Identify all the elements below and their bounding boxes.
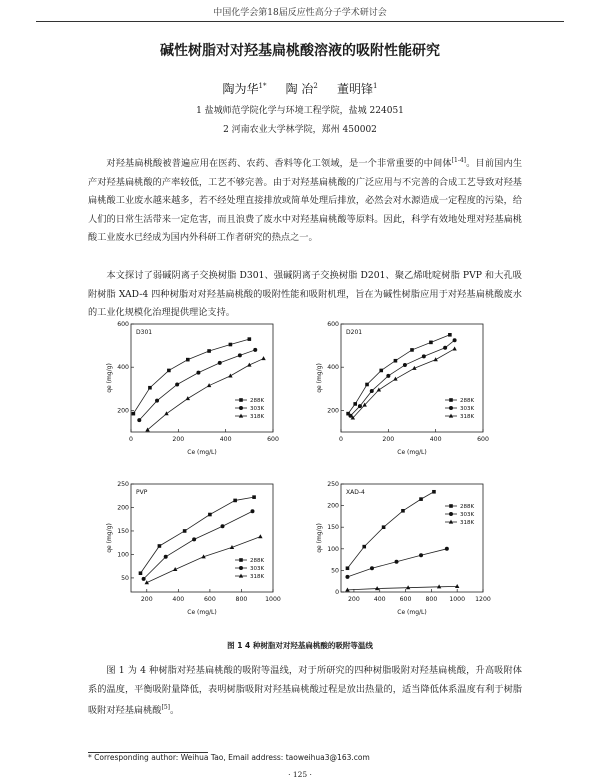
- y-tick-label: 50: [331, 567, 339, 575]
- legend-marker: [239, 558, 243, 562]
- data-point-303K: [155, 399, 159, 403]
- data-point-303K: [358, 404, 362, 408]
- x-tick-label: 600: [267, 436, 279, 443]
- data-point-303K: [238, 353, 242, 357]
- y-tick-label: 200: [327, 407, 339, 415]
- paper-title: 碱性树脂对对羟基扁桃酸溶液的吸附性能研究: [160, 43, 440, 59]
- x-tick-label: 400: [172, 596, 185, 603]
- running-header: 中国化学会第18届反应性高分子学术研讨会: [213, 8, 387, 18]
- legend-marker: [239, 574, 243, 578]
- data-point-318K: [393, 377, 397, 381]
- series-288K: [346, 490, 436, 570]
- affiliation-2: 2 河南农业大学林学院，郑州 450002: [223, 125, 377, 135]
- data-point-288K: [248, 337, 252, 341]
- data-point-288K: [394, 359, 398, 363]
- data-point-288K: [148, 386, 152, 390]
- author-2-sup: 2: [313, 82, 318, 90]
- data-point-303K: [348, 414, 352, 418]
- data-point-288K: [183, 529, 187, 533]
- data-point-303K: [445, 547, 449, 551]
- data-point-303K: [175, 382, 179, 386]
- data-point-318K: [455, 584, 459, 588]
- x-tick-label: 800: [235, 596, 248, 603]
- y-tick-label: 400: [327, 364, 339, 372]
- y-tick-label: 100: [117, 551, 129, 559]
- y-tick-label: 600: [327, 321, 339, 328]
- data-point-303K: [164, 555, 168, 559]
- data-point-288K: [353, 402, 357, 406]
- series-line-288K: [140, 497, 254, 573]
- author-3: 董明锋: [336, 82, 373, 96]
- data-point-303K: [250, 509, 254, 513]
- panel-title: D201: [346, 329, 363, 336]
- plot-frame: [341, 484, 483, 592]
- y-tick-label: 250: [117, 481, 129, 488]
- x-axis-label: Ce (mg/L): [187, 449, 217, 456]
- y-axis-label: qe (mg/g): [316, 523, 323, 553]
- x-axis-label: Ce (mg/L): [397, 449, 427, 456]
- legend-marker: [449, 406, 453, 410]
- ref-1-4: [1-4]: [451, 157, 467, 164]
- data-point-303K: [192, 537, 196, 541]
- data-point-288K: [362, 545, 366, 549]
- legend-marker: [239, 566, 243, 570]
- data-point-303K: [403, 363, 407, 367]
- data-point-318K: [261, 356, 265, 360]
- x-axis-label: Ce (mg/L): [187, 609, 217, 616]
- legend-marker: [239, 398, 243, 402]
- x-tick-label: 1200: [475, 596, 491, 603]
- data-point-303K: [395, 560, 399, 564]
- data-point-288K: [207, 349, 211, 353]
- y-tick-label: 200: [327, 502, 339, 510]
- data-point-318K: [258, 534, 262, 538]
- y-tick-label: 200: [117, 407, 129, 415]
- author-2: 陶 冶: [285, 82, 314, 96]
- data-point-318K: [433, 357, 437, 361]
- data-point-288K: [432, 490, 436, 494]
- legend-marker: [449, 520, 453, 524]
- data-point-318K: [228, 373, 232, 377]
- isotherm-plot-pvp: [105, 478, 285, 628]
- panel-title: XAD-4: [346, 489, 365, 496]
- data-point-288K: [346, 566, 350, 570]
- legend-marker: [239, 406, 243, 410]
- data-point-288K: [410, 348, 414, 352]
- y-tick-label: 150: [117, 527, 129, 535]
- y-tick-label: 400: [117, 364, 129, 372]
- y-tick-label: 200: [117, 504, 129, 512]
- data-point-303K: [253, 348, 257, 352]
- page-number: · 125 ·: [288, 770, 312, 779]
- data-point-303K: [196, 371, 200, 375]
- data-point-318K: [452, 346, 456, 350]
- legend-label: 303K: [460, 512, 475, 518]
- data-point-288K: [158, 544, 162, 548]
- footnote: * Corresponding author: Weihua Tao, Email address: taoweihua3@163.com: [88, 753, 370, 762]
- legend-label: 318K: [460, 414, 475, 420]
- data-point-288K: [132, 412, 136, 416]
- author-1-sup: 1*: [258, 82, 267, 90]
- data-point-288K: [429, 341, 433, 345]
- data-point-303K: [137, 418, 141, 422]
- series-318K: [145, 534, 263, 584]
- data-point-288K: [186, 358, 190, 362]
- data-point-288K: [252, 495, 256, 499]
- intro-paragraph-2: 本文探讨了弱碱阴离子交换树脂 D301、强碱阴离子交换树脂 D201、聚乙烯吡啶树脂 PVP 和大孔吸附树脂 XAD-4 四种树脂对对羟基扁桃酸的吸附性能和吸附机理，旨在为碱性树脂应用于对羟基扁桃酸废水的工业化规模化治理提供理论支持。: [88, 270, 522, 318]
- data-point-318K: [377, 387, 381, 391]
- legend-label: 288K: [250, 398, 265, 404]
- legend-marker: [449, 512, 453, 516]
- series-318K: [345, 584, 459, 591]
- panel-title: D301: [136, 329, 153, 336]
- x-tick-label: 600: [477, 436, 489, 443]
- data-point-303K: [218, 361, 222, 365]
- y-tick-label: 0: [335, 589, 339, 596]
- data-point-303K: [370, 389, 374, 393]
- data-point-288K: [139, 571, 143, 575]
- data-point-303K: [370, 566, 374, 570]
- x-tick-label: 200: [348, 596, 360, 603]
- data-point-318K: [186, 396, 190, 400]
- affiliation-1: 1 盐城师范学院化学与环境工程学院，盐城 224051: [196, 106, 404, 116]
- data-point-303K: [419, 553, 423, 557]
- legend-marker: [449, 398, 453, 402]
- author-3-sup: 1: [372, 82, 378, 90]
- isotherm-plot-xad4: [315, 478, 495, 628]
- y-tick-label: 100: [327, 545, 339, 553]
- ref-5: [5]: [161, 704, 170, 711]
- y-axis-label: qe (mg/g): [106, 523, 113, 553]
- data-point-303K: [221, 524, 225, 528]
- legend-label: 288K: [460, 398, 475, 404]
- data-point-303K: [142, 577, 146, 581]
- data-point-303K: [422, 354, 426, 358]
- data-point-288K: [365, 383, 369, 387]
- legend-label: 303K: [250, 406, 265, 412]
- intro-paragraph-1: 对羟基扁桃酸被普遍应用在医药、农药、香料等化工领域，是一个非常重要的中间体[1-4]。目前国内生产对羟基扁桃酸的产率较低，工艺不够完善。由于对羟基扁桃酸的广泛应用与不完善的合成工艺导致对羟基扁桃酸工业废水越来越多，若不经处理直接排放或简单处理后排放，必然会对水源造成一定程度的污染，给人们的日常生活带来一定危害，而且浪费了废水中对羟基扁桃酸等原料。因此，科学有效地处理对羟基扁桃酸工业废水已经成为国内外科研工作者研究的热点之一。: [88, 157, 523, 244]
- legend-label: 288K: [460, 504, 475, 510]
- x-tick-label: 1000: [265, 596, 281, 603]
- data-point-288K: [401, 509, 405, 513]
- x-tick-label: 0: [339, 436, 343, 443]
- series-303K: [345, 547, 448, 579]
- data-point-288K: [229, 343, 233, 347]
- panel-title: PVP: [136, 489, 148, 496]
- data-point-288K: [233, 499, 237, 503]
- data-point-288K: [382, 525, 386, 529]
- data-point-288K: [208, 513, 212, 517]
- legend-label: 318K: [250, 414, 265, 420]
- data-point-303K: [386, 374, 390, 378]
- data-point-288K: [167, 369, 171, 373]
- data-point-288K: [379, 369, 383, 373]
- legend-label: 318K: [250, 574, 265, 580]
- isotherm-plot-d201: [315, 318, 495, 468]
- series-line-303K: [139, 350, 255, 420]
- data-point-303K: [345, 575, 349, 579]
- x-tick-label: 400: [429, 436, 442, 443]
- legend-label: 288K: [250, 558, 265, 564]
- x-tick-label: 400: [373, 596, 386, 603]
- y-tick-label: 600: [117, 321, 129, 328]
- data-point-318K: [164, 411, 168, 415]
- x-tick-label: 200: [140, 596, 153, 603]
- x-tick-label: 400: [219, 436, 232, 443]
- x-axis-label: Ce (mg/L): [397, 609, 427, 616]
- series-line-303K: [350, 340, 454, 416]
- discussion-paragraph: 图 1 为 4 种树脂对羟基扁桃酸的吸附等温线，对于所研究的四种树脂吸附对羟基扁桃酸，升高吸附体系的温度，平衡吸附量降低，表明树脂吸附对羟基扁桃酸过程是放出热量的，适当降低体系温度有利于树脂吸附对羟基扁桃酸[5]。: [88, 665, 522, 717]
- legend-label: 303K: [250, 566, 265, 572]
- x-tick-label: 1000: [449, 596, 466, 603]
- series-303K: [137, 348, 257, 422]
- data-point-303K: [453, 338, 457, 342]
- x-tick-label: 800: [425, 596, 438, 603]
- header-rule: [36, 21, 564, 22]
- y-tick-label: 50: [121, 574, 129, 582]
- x-tick-label: 200: [382, 436, 395, 443]
- y-tick-label: 250: [327, 481, 339, 488]
- legend-label: 318K: [460, 520, 475, 526]
- legend-marker: [449, 504, 453, 508]
- isotherm-plot-d301: [105, 318, 285, 468]
- y-axis-label: qe (mg/g): [106, 363, 113, 393]
- x-tick-label: 600: [203, 596, 216, 603]
- series-288K: [139, 495, 256, 575]
- data-point-303K: [443, 346, 447, 350]
- data-point-288K: [419, 497, 423, 501]
- series-318K: [145, 356, 265, 431]
- x-tick-label: 600: [399, 596, 412, 603]
- author-line: [0, 80, 600, 97]
- y-tick-label: 150: [327, 524, 339, 532]
- x-tick-label: 200: [172, 436, 185, 443]
- x-tick-label: 0: [129, 436, 133, 443]
- author-1: 陶为华: [222, 82, 259, 96]
- figure-caption: 图 1 4 种树脂对对羟基扁桃酸的吸附等温线: [227, 641, 373, 650]
- data-point-288K: [448, 333, 452, 337]
- legend-label: 303K: [460, 406, 475, 412]
- y-axis-label: qe (mg/g): [316, 363, 323, 393]
